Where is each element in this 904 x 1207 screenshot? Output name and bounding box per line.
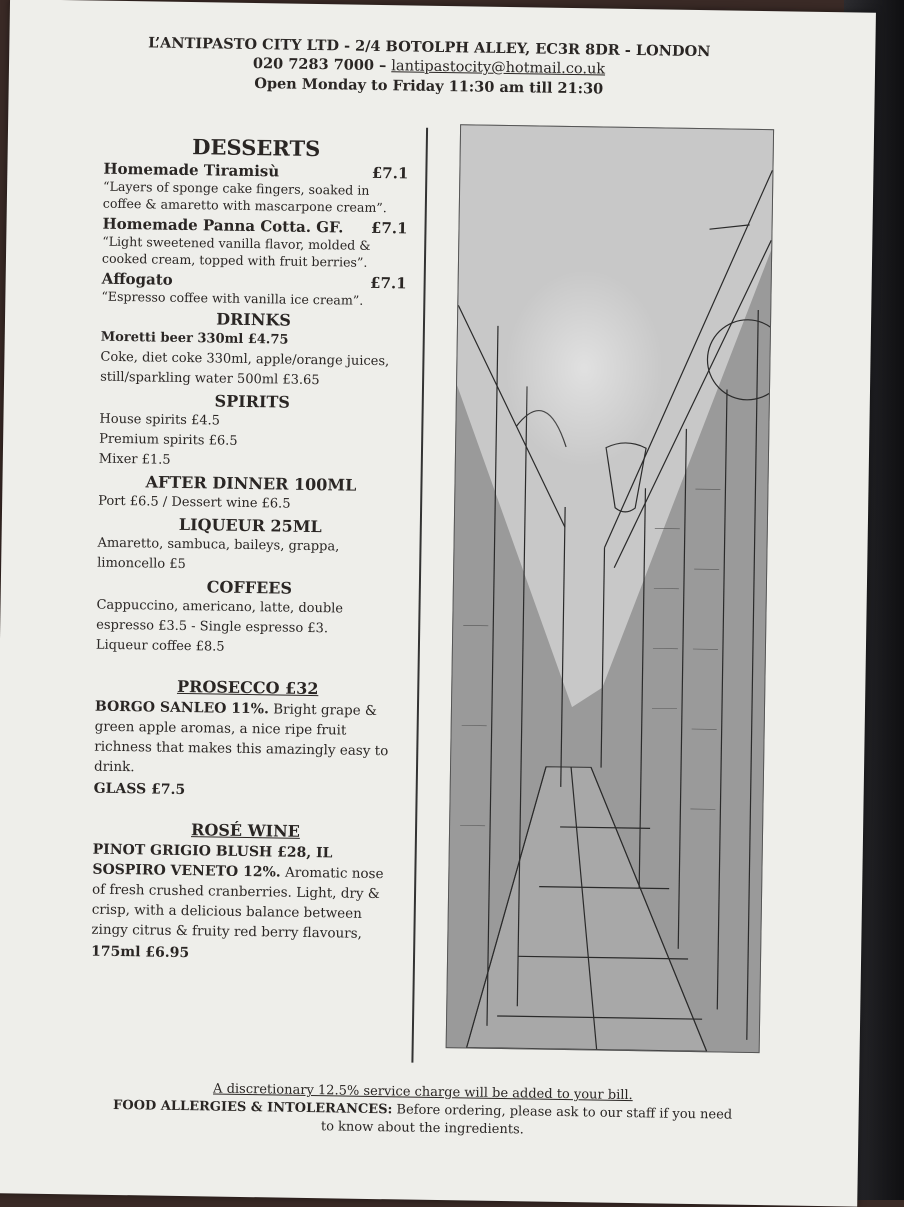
- desserts-title: DESSERTS: [104, 133, 409, 163]
- email-link[interactable]: lantipastocity@hotmail.co.uk: [391, 58, 605, 77]
- dessert-price: £7.1: [372, 164, 409, 183]
- service-charge-note: A discretionary 12.5% service charge will be added to your bill.: [113, 1079, 733, 1107]
- address-line: L’ANTIPASTO CITY LTD - 2/4 BOTOLPH ALLEY, EC3R 8DR - LONDON: [129, 33, 729, 61]
- dessert-item: [101, 270, 407, 310]
- prosecco-description: BORGO SANLEO 11%. Bright grape & green apple aromas, a nice ripe fruit richness that makes this amazingly easy to drink.: [94, 697, 400, 782]
- spirits-line: Premium spirits £6.5: [99, 430, 404, 455]
- dessert-description: “Espresso coffee with vanilla ice cream”.: [101, 288, 406, 310]
- prosecco-name: BORGO SANLEO 11%.: [95, 699, 269, 718]
- drinks-title: DRINKS: [101, 308, 406, 332]
- drinks-beer: Moretti beer 330ml £4.75: [101, 328, 406, 353]
- dessert-name: Homemade Panna Cotta. GF.: [102, 215, 343, 237]
- prosecco-title: PROSECCO £32: [95, 676, 400, 700]
- dessert-description: “Light sweetened vanilla flavor, molded & cooked cream, topped with fruit berries”.: [102, 233, 407, 272]
- restaurant-header: [129, 33, 730, 100]
- phone-number: 020 7283 7000 –: [253, 55, 392, 74]
- dessert-name: Affogato: [102, 270, 173, 289]
- after-dinner-line: Port £6.5 / Dessert wine £6.5: [98, 492, 403, 517]
- column-divider: [411, 128, 428, 1063]
- rose-wine-title: ROSÉ WINE: [93, 819, 398, 843]
- liqueur-line: Amaretto, sambuca, baileys, grappa, limoncello £5: [97, 534, 403, 579]
- spirits-title: SPIRITS: [100, 390, 405, 414]
- dessert-price: £7.1: [371, 219, 408, 238]
- prosecco-glass-price: GLASS £7.5: [94, 779, 399, 804]
- coffees-line: Liqueur coffee £8.5: [96, 636, 401, 661]
- liqueur-title: LIQUEUR 25ML: [98, 514, 403, 538]
- rose-wine-name: PINOT GRIGIO BLUSH £28, IL SOSPIRO VENETO 12%.: [92, 842, 332, 881]
- alley-sketch-illustration: [446, 124, 774, 1053]
- menu-footer: [112, 1079, 733, 1143]
- spirits-line: House spirits £4.5: [99, 410, 404, 435]
- spirits-line: Mixer £1.5: [99, 450, 404, 475]
- drinks-soft: Coke, diet coke 330ml, apple/orange juices, still/sparkling water 500ml £3.65: [100, 348, 406, 393]
- dessert-name: Homemade Tiramisù: [103, 160, 279, 181]
- dessert-description: “Layers of sponge cake fingers, soaked in coffee & amaretto with mascarpone cream”.: [103, 178, 408, 217]
- menu-text-column: [91, 131, 409, 967]
- opening-hours: Open Monday to Friday 11:30 am till 21:30: [129, 72, 729, 100]
- dessert-price: £7.1: [370, 274, 407, 293]
- after-dinner-title: AFTER DINNER 100ML: [98, 472, 403, 496]
- dessert-item: [103, 160, 409, 217]
- dessert-item: [102, 215, 408, 272]
- coffees-line: Cappuccino, americano, latte, double espresso £3.5 - Single espresso £3.: [96, 596, 402, 641]
- rose-wine-description: PINOT GRIGIO BLUSH £28, IL SOSPIRO VENETO 12%. Aromatic nose of fresh crushed cranberries. Light, dry & crisp, with a delicious balance between zingy citrus & fruity red berry flavours,: [91, 840, 398, 945]
- rose-wine-glass-price: 175ml £6.95: [91, 942, 396, 967]
- allergy-notice: FOOD ALLERGIES & INTOLERANCES: Before ordering, please ask to our staff if you need to know about the ingredients.: [112, 1097, 732, 1143]
- coffees-title: COFFEES: [97, 576, 402, 600]
